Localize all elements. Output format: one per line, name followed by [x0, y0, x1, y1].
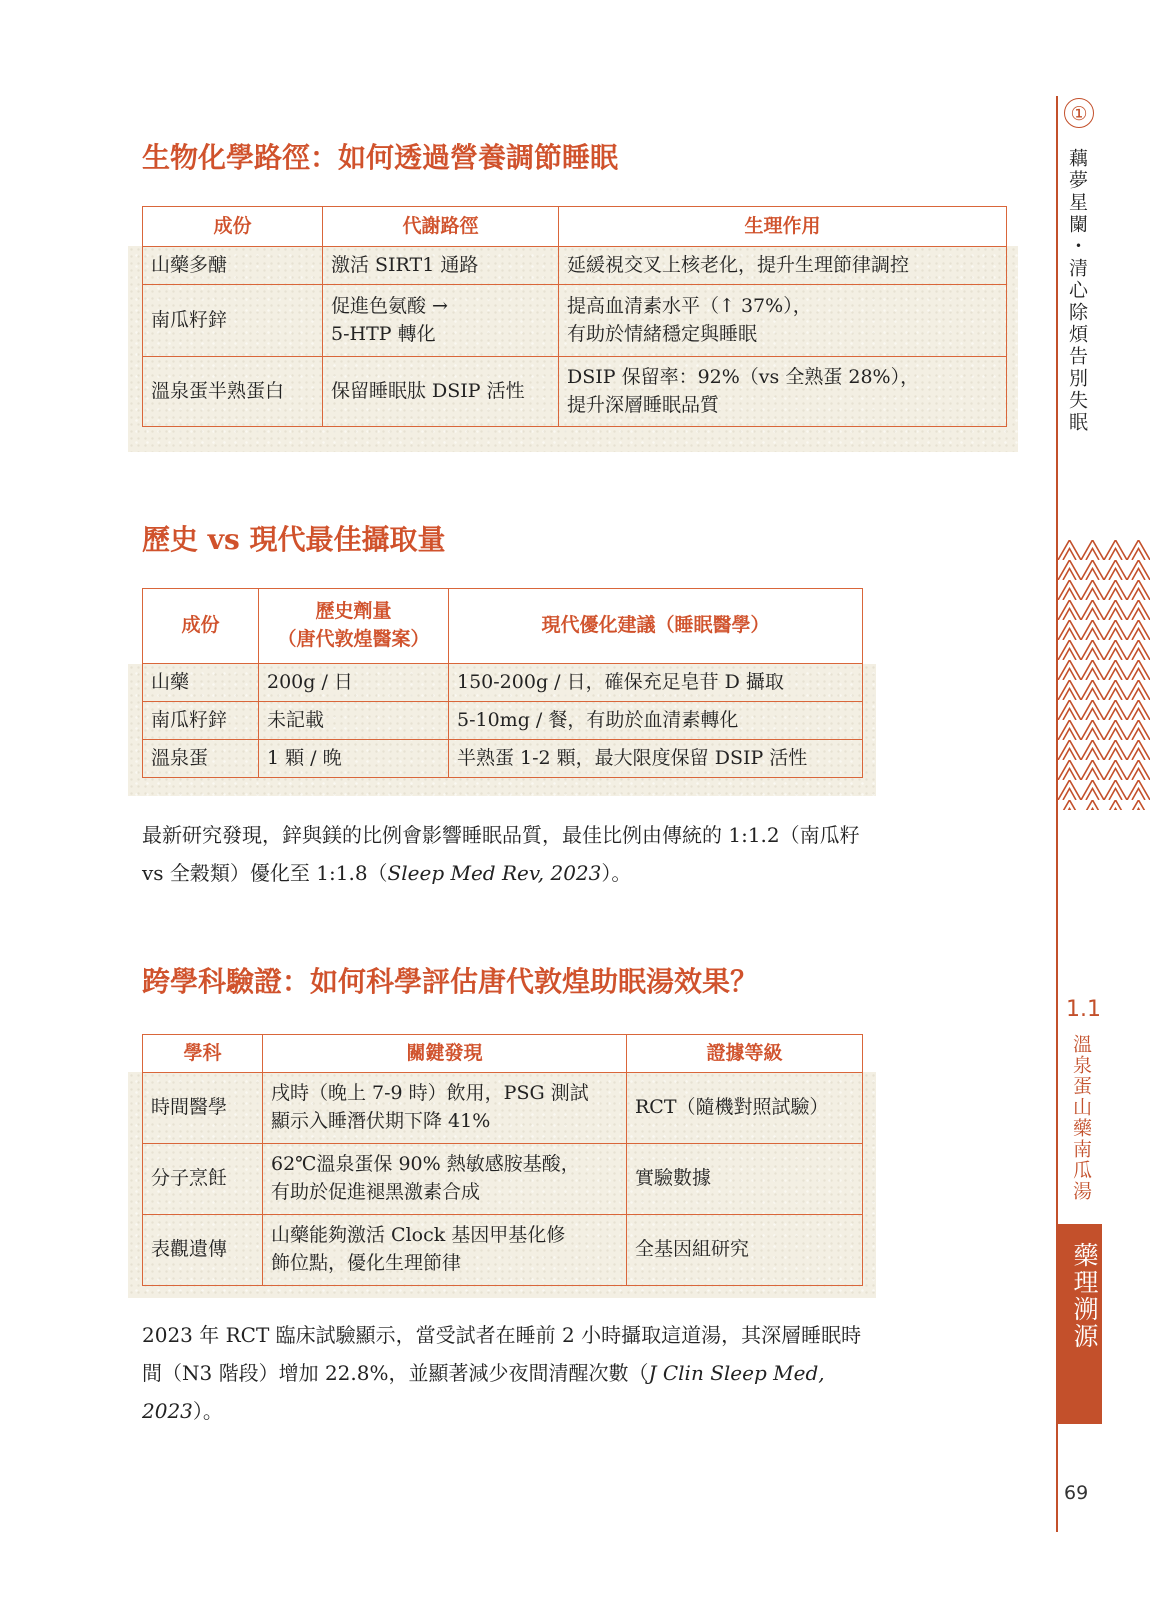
chapter-title: 藕夢星闌・清心除煩告別失眠: [1066, 148, 1088, 434]
col-header-pathway: 代謝路徑: [323, 207, 559, 247]
header-line: （唐代敦煌醫案）: [277, 628, 430, 650]
col-header-ingredient: 成份: [143, 589, 259, 664]
table-row: [143, 702, 863, 740]
table-row: [143, 285, 1007, 357]
table-row: [143, 740, 863, 778]
cell-pathway: 激活 SIRT1 通路: [323, 247, 559, 285]
table-row: [143, 1144, 863, 1215]
cell-line: DSIP 保留率：92%（vs 全熟蛋 28%），: [567, 365, 920, 388]
cell-discipline: 分子烹飪: [143, 1144, 263, 1215]
cell-ingredient: 溫泉蛋: [143, 740, 259, 778]
triangle-pattern: [1058, 540, 1150, 810]
cell-pathway: [323, 285, 559, 357]
cell-line: 有助於情緒穩定與睡眠: [567, 322, 758, 345]
col-header-effect: 生理作用: [559, 207, 1007, 247]
pathway-table: [142, 206, 1007, 427]
paragraph-text: 2023 年 RCT 臨床試驗顯示，當受試者在睡前 2 小時攝取這道湯，其深層睡眠時間（N3 階段）增加 22.8%，並顯著減少夜間清醒次數（: [142, 1323, 862, 1385]
cell-discipline: 時間醫學: [143, 1073, 263, 1144]
cell-modern-advice: 5-10mg / 餐，有助於血清素轉化: [449, 702, 863, 740]
cell-line: 飾位點，優化生理節律: [271, 1252, 462, 1274]
sidebar-red-block: [1058, 1224, 1102, 1424]
cell-modern-advice: 150-200g / 日，確保充足皂苷 D 攝取: [449, 664, 863, 702]
cell-line: 提高血清素水平（↑ 37%），: [567, 294, 812, 317]
col-header-historical-dose: [259, 589, 449, 664]
section-number: 1.1: [1066, 997, 1101, 1022]
cell-line: 有助於促進褪黑激素合成: [271, 1181, 481, 1203]
cell-line: 62℃溫泉蛋保 90% 熱敏感胺基酸，: [271, 1153, 580, 1176]
section1-heading: 生物化學路徑：如何透過營養調節睡眠: [142, 141, 619, 174]
cell-line: 顯示入睡潛伏期下降 41%: [271, 1110, 491, 1132]
paragraph-end: ）。: [601, 861, 632, 885]
cell-line: 山藥能夠激活 Clock 基因甲基化修: [271, 1224, 566, 1247]
paragraph-text: 最新研究發現，鋅與鎂的比例會影響睡眠品質，最佳比例由傳統的 1:1.2（南瓜籽 vs 全穀類）優化至 1:1.8（: [142, 823, 860, 885]
cell-finding: [263, 1073, 627, 1144]
block-label: 藥理溯源: [1070, 1242, 1099, 1350]
cell-effect: [559, 285, 1007, 357]
chapter-number-circle: ①: [1064, 98, 1094, 128]
col-header-ingredient: 成份: [143, 207, 323, 247]
col-header-key-finding: 關鍵發現: [263, 1035, 627, 1073]
table-row: [143, 247, 1007, 285]
cell-discipline: 表觀遺傳: [143, 1215, 263, 1286]
cell-line: 提升深層睡眠品質: [567, 393, 720, 416]
paragraph-end: ）。: [192, 1399, 223, 1423]
cell-line: 5-HTP 轉化: [331, 322, 436, 345]
cell-line: 促進色氨酸 →: [331, 294, 448, 317]
cell-evidence: RCT（隨機對照試驗）: [627, 1073, 863, 1144]
cell-ingredient: 溫泉蛋半熟蛋白: [143, 357, 323, 427]
citation: Sleep Med Rev, 2023: [387, 861, 602, 885]
header-line: 歷史劑量: [315, 600, 392, 623]
table-row: [143, 1215, 863, 1286]
cell-ingredient: 山藥多醣: [143, 247, 323, 285]
table-row: [143, 357, 1007, 427]
cell-modern-advice: 半熟蛋 1-2 顆，最大限度保留 DSIP 活性: [449, 740, 863, 778]
cell-evidence: 實驗數據: [627, 1144, 863, 1215]
section3-heading: 跨學科驗證：如何科學評估唐代敦煌助眠湯效果？: [142, 965, 759, 998]
col-header-discipline: 學科: [143, 1035, 263, 1073]
cell-line: 戌時（晚上 7-9 時）飲用，PSG 測試: [271, 1082, 589, 1105]
cell-evidence: 全基因組研究: [627, 1215, 863, 1286]
table-row: [143, 1073, 863, 1144]
cell-effect: [559, 357, 1007, 427]
section3-paragraph: [142, 1316, 862, 1430]
page-number: 69: [1064, 1482, 1089, 1504]
cell-finding: [263, 1215, 627, 1286]
section2-paragraph: [142, 816, 862, 892]
citation: J Clin Sleep Med, 2023: [142, 1361, 825, 1423]
cell-historical-dose: 未記載: [259, 702, 449, 740]
cell-ingredient: 山藥: [143, 664, 259, 702]
cell-ingredient: 南瓜籽鋅: [143, 702, 259, 740]
cell-finding: [263, 1144, 627, 1215]
cell-pathway: 保留睡眠肽 DSIP 活性: [323, 357, 559, 427]
cell-historical-dose: 1 顆 / 晚: [259, 740, 449, 778]
validation-table: [142, 1034, 863, 1286]
col-header-modern-advice: 現代優化建議（睡眠醫學）: [449, 589, 863, 664]
cell-effect: 延緩視交叉上核老化，提升生理節律調控: [559, 247, 1007, 285]
section2-heading: 歷史 vs 現代最佳攝取量: [142, 523, 446, 556]
dosage-table: [142, 588, 863, 778]
cell-ingredient: 南瓜籽鋅: [143, 285, 323, 357]
section-title: 溫泉蛋山藥南瓜湯: [1070, 1034, 1092, 1202]
table-row: [143, 664, 863, 702]
cell-historical-dose: 200g / 日: [259, 664, 449, 702]
col-header-evidence-level: 證據等級: [627, 1035, 863, 1073]
